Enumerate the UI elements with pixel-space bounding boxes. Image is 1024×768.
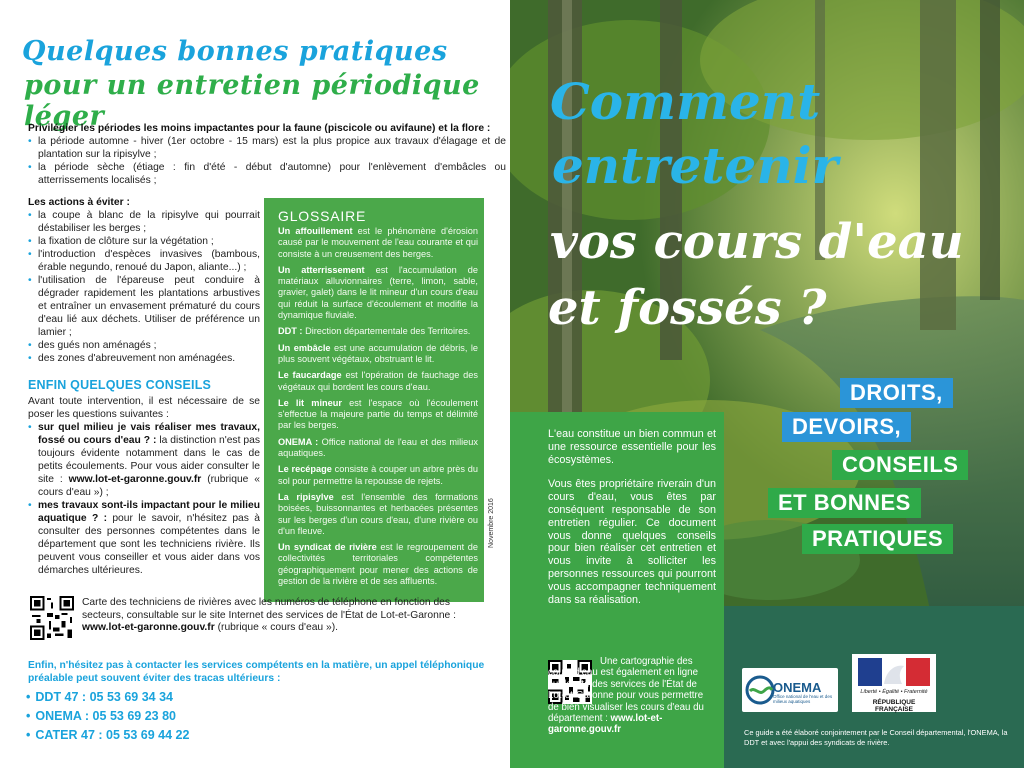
qr-caption-text: Carte des techniciens de rivières avec les numéros de téléphone en fonction des secteurs, consultable sur le site Internet des services de l'État de Lot-et-Garonne : — [82, 597, 456, 621]
qr-code-icon[interactable] — [30, 596, 74, 640]
credits-text: Ce guide a été élaboré conjointement par le Conseil départemental, l'ONEMA, la DDT et avec l'appui des syndicats de rivière. — [744, 728, 1008, 747]
conseils-intro: Avant toute intervention, il est nécessaire de se poser les questions suivantes : — [28, 396, 260, 420]
section-title-line1: Quelques bonnes pratiques — [22, 36, 448, 67]
glossary-term: Le recépage — [278, 464, 332, 475]
onema-wave-icon — [745, 675, 775, 705]
glossary-term: La ripisylve — [278, 491, 334, 502]
actions-block — [28, 196, 260, 365]
glossary-term: Un syndicat de rivière — [278, 542, 377, 553]
question-2: mes travaux sont-ils impactant pour le milieu aquatique ? : — [38, 500, 260, 524]
conseils-block — [28, 395, 260, 577]
glossary-term: Le faucardage — [278, 370, 342, 381]
list-item: • des zones d'abreuvement non aménagées. — [28, 352, 260, 365]
tag-et-bonnes: ET BONNES — [768, 488, 921, 518]
glossary-def: Direction départementale des Territoires. — [305, 326, 471, 337]
qr-caption — [82, 597, 488, 635]
intro-text — [548, 428, 716, 618]
list-item — [28, 421, 260, 499]
list-item: • des gués non aménagés ; — [28, 339, 260, 352]
glossary-def: est l'ensemble des formations boisées, buissonnantes et herbacées présentes sur les berges d'un cours d'eau, d'une rivière ou d'un fleuve. — [278, 491, 478, 536]
intro-paragraph-2: Vous êtes propriétaire riverain d'un cours d'eau, vous êtes par conséquent responsable de son entretien régulier. Ce document vous donne quelques conseils pour bien réaliser cet entretien et vous invite à solliciter les personnes ressources qui pourront vous accompagner techniquement dans sa réalisation. — [548, 478, 716, 606]
question-1: sur quel milieu je vais réaliser mes travaux, fossé ou cours d'eau ? : — [38, 422, 260, 446]
left-page — [0, 0, 508, 768]
glossary-term: Un atterrissement — [278, 264, 365, 275]
list-item: • la période sèche (étiage : fin d'été - début d'automne) pour l'enlèvement d'embâcles ou atterrissements localisés ; — [28, 161, 506, 187]
tag-devoirs: DEVOIRS, — [782, 412, 911, 442]
glossary-term: DDT : — [278, 326, 303, 337]
answer-1: la distinction n'est pas toujours évidente notamment dans le cas de petits écoulements. Pour vous aider consulter le site : — [38, 435, 260, 485]
contact-intro: Enfin, n'hésitez pas à contacter les services compétents en la matière, un appel téléphonique préalable peut souvent éviter des tracas ultérieurs : — [28, 660, 485, 684]
edition-date: Novembre 2016 — [488, 498, 495, 548]
conseils-heading: ENFIN QUELQUES CONSEILS — [28, 378, 212, 392]
marianne-flag-icon — [858, 658, 930, 686]
glossary-def: consiste à couper un arbre près du sol pour permettre la repousse de rejets. — [278, 464, 478, 486]
website-link[interactable]: www.lot-et-garonne.gouv.fr — [82, 622, 215, 633]
onema-name: ONEMA — [773, 680, 822, 695]
glossary-list — [278, 226, 478, 592]
glossary-entry — [278, 492, 478, 537]
glossary-entry — [278, 226, 478, 260]
phone-ddt[interactable]: • DDT 47 : 05 53 69 34 34 — [26, 690, 173, 704]
glossary-heading: GLOSSAIRE — [278, 208, 367, 224]
glossary-entry — [278, 370, 478, 393]
tag-pratiques: PRATIQUES — [802, 524, 953, 554]
glossary-def: est le regroupement de collectivités territoriales compétentes géographiquement pour mener des actions de gestion de la rivière et de ses affluents. — [278, 542, 478, 587]
glossary-def: est une accumulation de débris, le plus souvent végétaux, obstruant le lit. — [278, 342, 478, 364]
answer-1-end: (rubrique « cours d'eau ») ; — [38, 474, 260, 498]
list-item: • l'introduction d'espèces invasives (bambous, érable negundo, renoué du Japon, aliante...) ; — [28, 248, 260, 274]
periods-heading: Privilégier les périodes les moins impactantes pour la faune (piscicole ou avifaune) et la flore : — [28, 123, 491, 134]
map-caption-text: Une cartographie des cours d'eau est également en ligne sur le site des services de l'État de Lot-et-Garonne pour vous permettre de bien visualiser les cours d'eau du département : — [548, 656, 704, 725]
phone-onema[interactable]: • ONEMA : 05 53 69 23 80 — [26, 709, 176, 723]
qr-caption-end: (rubrique « cours d'eau »). — [217, 622, 339, 633]
periods-block — [28, 122, 506, 187]
section-title-line2: pour un entretien périodique léger — [24, 70, 480, 132]
glossary-entry — [278, 398, 478, 432]
glossary-entry — [278, 464, 478, 487]
glossary-def: Office national de l'eau et des milieux aquatiques. — [278, 436, 478, 459]
onema-subtitle: Office national de l'eau et des milieux aquatiques — [773, 694, 833, 704]
list-item: • l'utilisation de l'épareuse peut conduire à dégrader rapidement les plantations arbustives et entraîner un envasement prématuré du cours d'eau lié aux déchets. Utiliser de préférence un lamier ; — [28, 274, 260, 339]
website-link[interactable]: www.lot-et-garonne.gouv.fr — [68, 474, 202, 485]
republic-name: RÉPUBLIQUE FRANÇAISE — [872, 699, 916, 713]
cover-title-line4: et fossés ? — [548, 280, 827, 336]
cover-title-line2: entretenir — [552, 136, 839, 195]
website-link[interactable]: www.lot-et-garonne.gouv.fr — [548, 713, 663, 736]
map-caption — [548, 656, 714, 736]
glossary-entry — [278, 542, 478, 587]
cover-title-line3: vos cours d'eau — [550, 214, 964, 270]
glossary-entry — [278, 265, 478, 321]
glossary-def: est l'espace où l'écoulement s'effectue la majeure partie du temps et délimité par les berges. — [278, 397, 478, 431]
list-item: • la coupe à blanc de la ripisylve qui pourrait déstabiliser les berges ; — [28, 209, 260, 235]
republic-motto: Liberté • Égalité • Fraternité — [860, 689, 928, 695]
glossary-def: est l'accumulation de matériaux alluvionnaires (terre, limon, sable, gravier, galet) dans le lit mineur d'un cours d'eau qui réduit la surface d'écoulement et modifie la dynamique fluviale. — [278, 264, 479, 321]
tag-droits: DROITS, — [840, 378, 953, 408]
intro-paragraph-1: L'eau constitue un bien commun et une ressource essentielle pour les écosystèmes. — [548, 428, 716, 466]
glossary-box — [264, 198, 484, 602]
glossary-entry — [278, 437, 478, 460]
glossary-term: Un embâcle — [278, 342, 331, 353]
list-item — [28, 499, 260, 577]
glossary-def: est le phénomène d'érosion causé par le mouvement de l'eau courante et qui consiste à un creusement des berges. — [278, 226, 478, 259]
cover-title-line1: Comment — [550, 72, 821, 131]
glossary-entry — [278, 343, 478, 366]
actions-heading: Les actions à éviter : — [28, 197, 130, 208]
tag-conseils: CONSEILS — [832, 450, 968, 480]
glossary-term: ONEMA : — [278, 436, 319, 447]
list-item: • la période automne - hiver (1er octobre - 15 mars) est la plus propice aux travaux d'élagage et de plantation sur la ripisylve ; — [28, 135, 506, 161]
cover-page — [510, 0, 1024, 768]
list-item: • la fixation de clôture sur la végétation ; — [28, 235, 260, 248]
glossary-entry — [278, 326, 478, 337]
phone-cater[interactable]: • CATER 47 : 05 53 69 44 22 — [26, 728, 189, 742]
glossary-def: est l'opération de fauchage des végétaux qui bordent les cours d'eau. — [278, 370, 478, 392]
answer-2: pour le savoir, n'hésitez pas à consulter des personnes compétentes dans le département que sont les techniciens rivière. Ils peuvent vous conseiller et vous aider dans vos démarches ultérieures. — [38, 513, 260, 576]
glossary-term: Un affouillement — [278, 226, 353, 236]
glossary-term: Le lit mineur — [278, 397, 342, 408]
